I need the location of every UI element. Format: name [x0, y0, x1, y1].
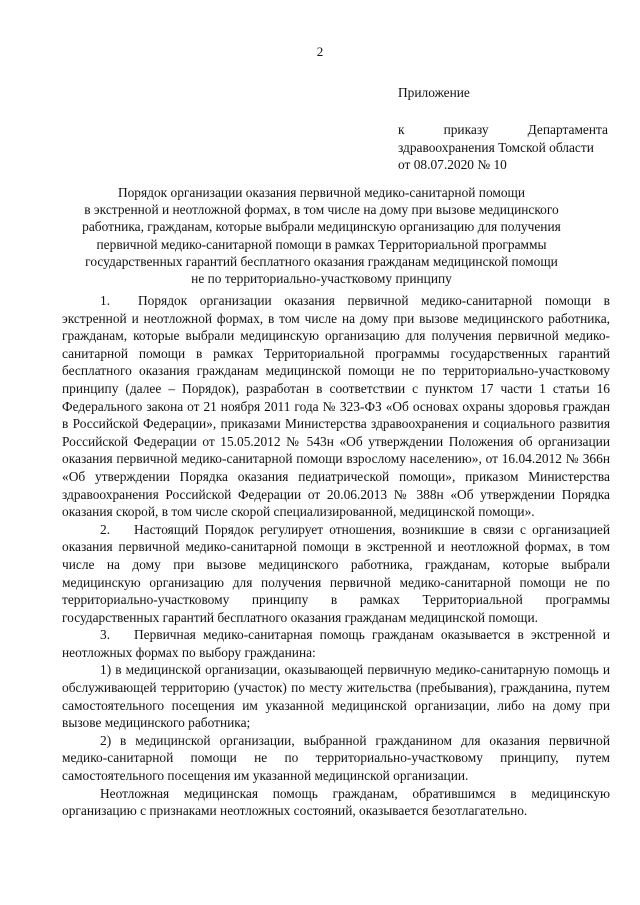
- paragraph-text: Первичная медико-санитарная помощь гражданам оказывается в экстренной и неотложных формах по выбору гражданина:: [62, 627, 610, 660]
- paragraph-text: Неотложная медицинская помощь гражданам, обратившимся в медицинскую организацию с признаками неотложных состояний, оказывается безотлагательно.: [62, 785, 610, 819]
- paragraph-text: Порядок организации оказания первичной медико-санитарной помощи в экстренной и неотложной формах, в том числе на дому при вызове медицинского работника, гражданам, которые выбрали медицинскую организацию для получения первичной медико-санитарной помощи в рамках Территориальной программы государственных гарантий бесплатного оказания гражданам медицинской помощи не по территориально-участковому принципу (далее – Порядок), разработан в соответствии с пунктом 17 части 1 статьи 16 Федерального закона от 21 ноября 2011 года № 323-ФЗ «Об основах охраны здоровья граждан в Российской Федерации», приказами Министерства здравоохранения и социального развития Российской Федерации от 15.05.2012 № 543н «Об утверждении Положения об организации оказания первичной медико-санитарной помощи взрослому населению», от 16.04.2012 № 366н «Об утверждении Порядка оказания педиатрической помощи», приказом Министерства здравоохранения Российской Федерации от 20.06.2013 № 388н «Об утверждении Порядка оказания скорой, в том числе скорой специализированной, медицинской помощи».: [62, 293, 610, 520]
- paragraph-3: [62, 626, 610, 661]
- heading-line: первичной медико-санитарной помощи в рамках Территориальной программы: [96, 236, 547, 252]
- heading-line: в экстренной и неотложной формах, в том числе на дому при вызове медицинского: [84, 202, 559, 218]
- heading-line: не по территориально-участковому принципу: [191, 271, 452, 287]
- paragraph-text: Настоящий Порядок регулирует отношения, возникшие в связи с организацией оказания первичной медико-санитарной помощи в экстренной и неотложной формах, в том числе на дому при вызове медицинского работника, гражданам, которые выбрали медицинскую организацию для получения первичной медико-санитарной помощи не по территориально-участковому принципу в рамках Территориальной программы государственных гарантий бесплатного оказания гражданам медицинской помощи.: [62, 521, 610, 625]
- paragraph-text: 2) в медицинской организации, выбранной гражданином для оказания первичной медико-санитарной помощи не по территориально-участковому принципу, путем самостоятельного посещения им указанной медицинской организации.: [62, 732, 610, 784]
- document-body: [62, 292, 610, 820]
- paragraph-urgent-care: [62, 785, 610, 820]
- document-heading: [64, 184, 579, 287]
- appendix-department: здравоохранения Томской области: [398, 139, 594, 155]
- heading-line: Порядок организации оказания первичной медико-санитарной помощи: [117, 185, 526, 200]
- paragraph-text: 1) в медицинской организации, оказывающей первичную медико-санитарную помощь и обслуживающей территорию (участок) по месту жительства (пребывания), гражданина, путем самостоятельного посещения им указанной медицинской организации, либо на дому при вызове медицинского работника;: [62, 662, 610, 731]
- appendix-title: Приложение: [398, 85, 470, 100]
- appendix-date-number: от 08.07.2020 № 10: [398, 157, 507, 172]
- paragraph-number: 1.: [100, 293, 111, 308]
- heading-line: работника, гражданам, которые выбрали медицинскую организацию для получения: [82, 219, 561, 235]
- paragraph-1: [62, 292, 610, 521]
- paragraph-number: 2.: [100, 521, 111, 537]
- list-item-1: [62, 661, 610, 731]
- list-item-2: [62, 732, 610, 785]
- page-number: 2: [316, 44, 324, 59]
- appendix-order-ref: к приказу Департамента: [398, 122, 608, 137]
- paragraph-2: [62, 521, 610, 627]
- heading-line: государственных гарантий бесплатного оказания гражданам медицинской помощи: [85, 253, 558, 269]
- paragraph-number: 3.: [100, 627, 111, 643]
